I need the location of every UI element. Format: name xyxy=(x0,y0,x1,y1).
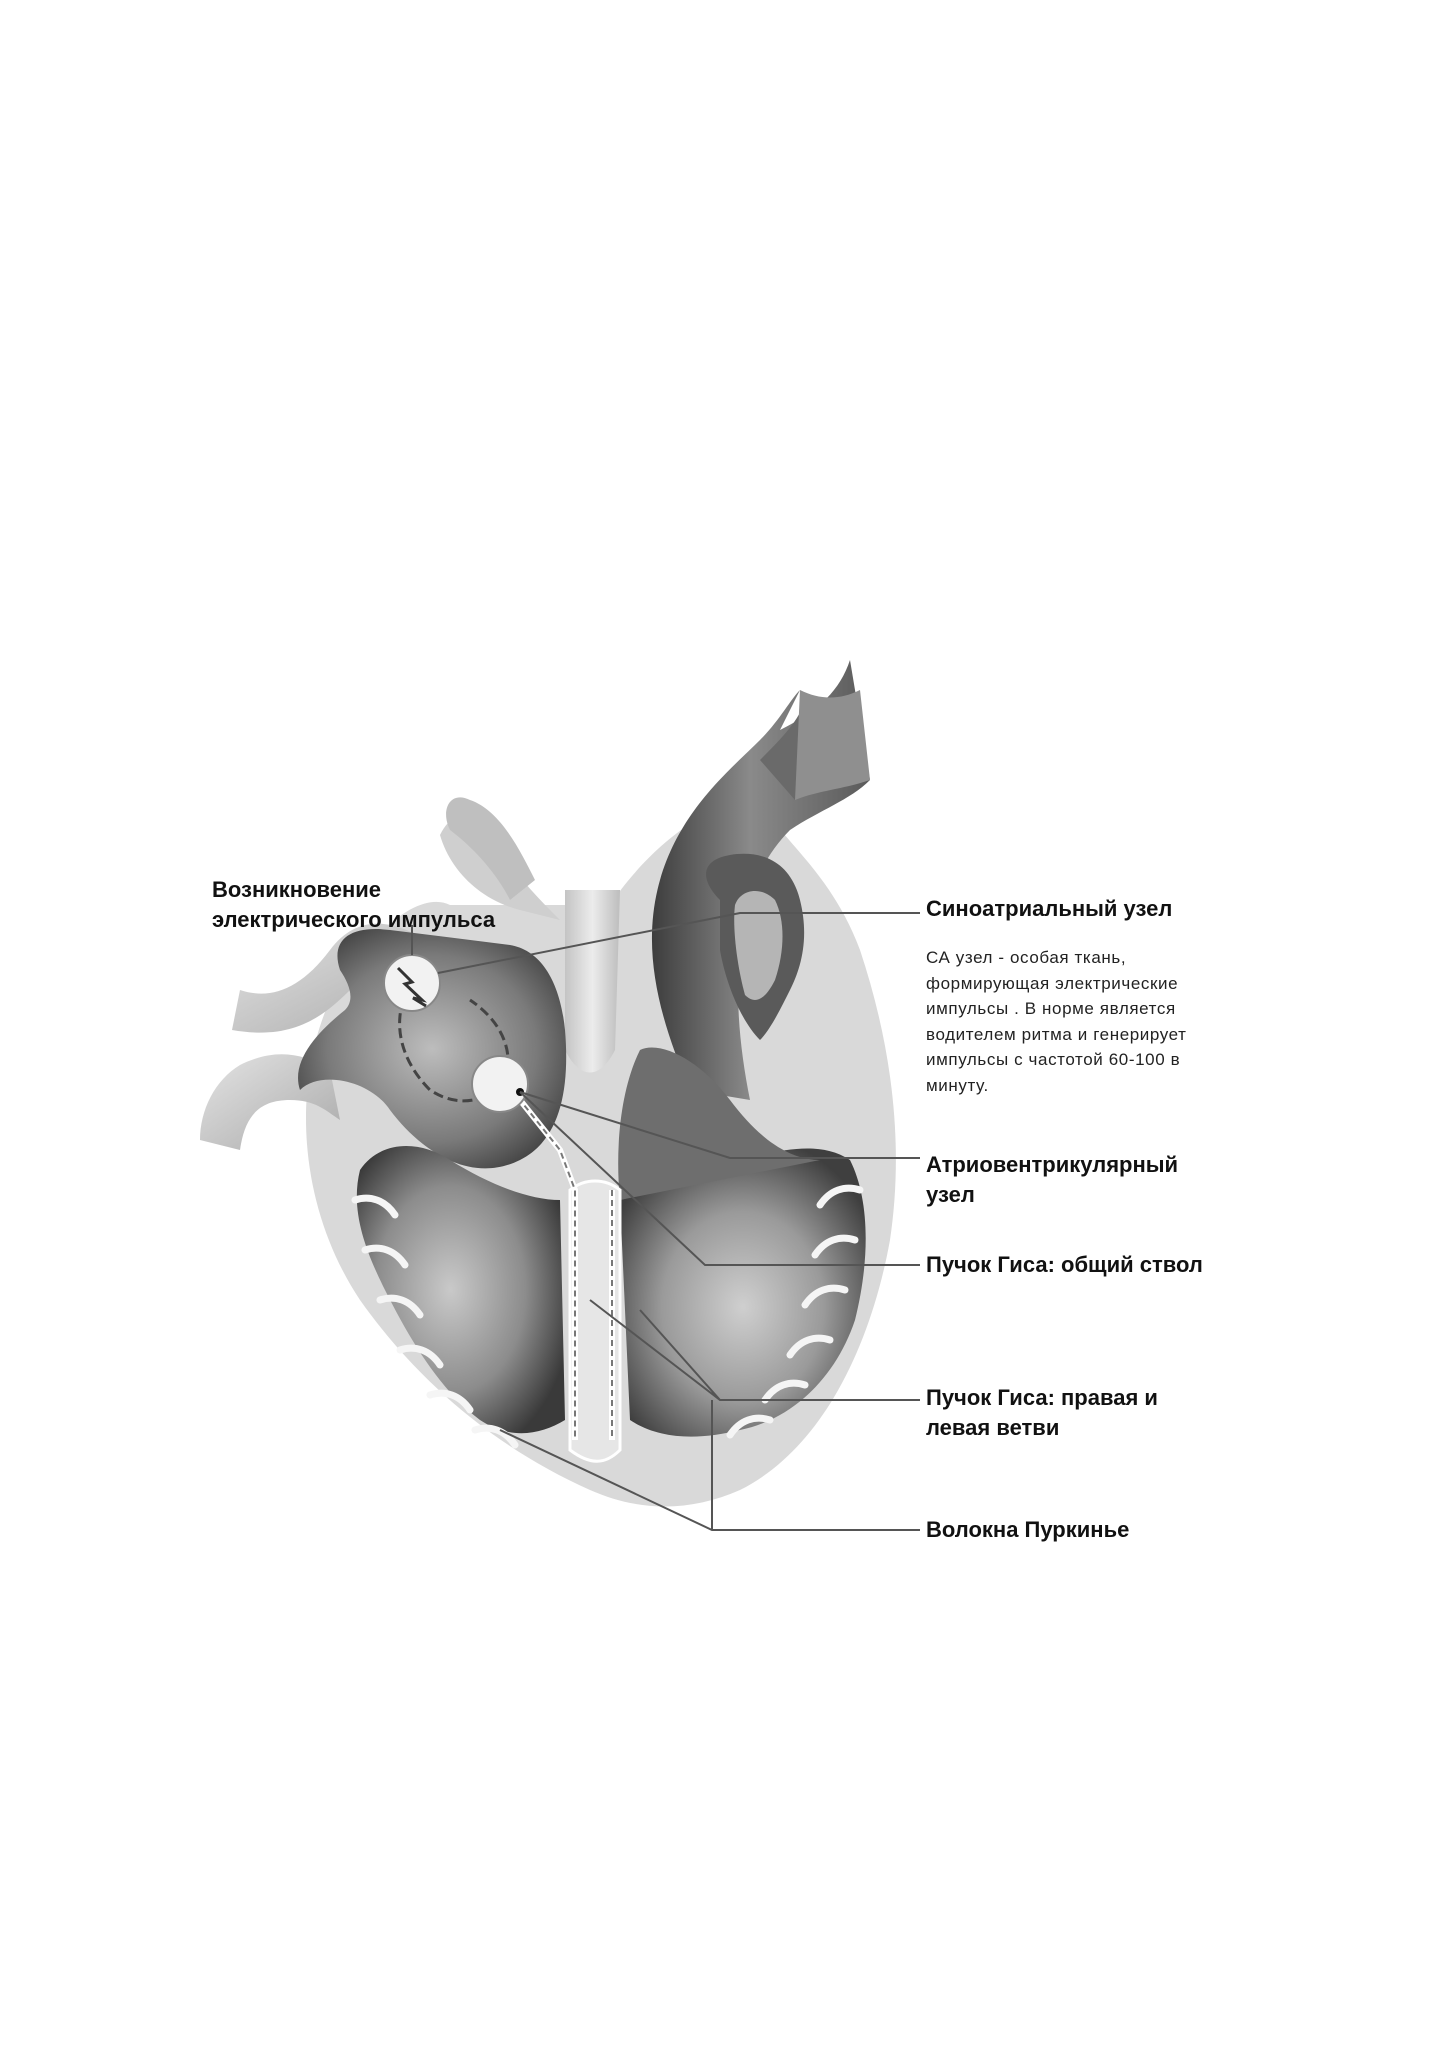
sa-node-description: СА узел - особая ткань, формирующая электрические импульсы . В норме является водителем ритма и генерирует импульсы с частотой 60-100 в минуту. xyxy=(926,948,1187,1095)
sa-node-marker xyxy=(384,955,440,1011)
circle-node-icon xyxy=(472,1056,528,1112)
av-node-label: Атриовентрикулярный узел xyxy=(926,1152,1179,1207)
vena-cava-light xyxy=(565,890,620,1073)
sa-node-label: Синоатриальный узел xyxy=(926,896,1173,921)
purkinje-fibers-label: Волокна Пуркинье xyxy=(926,1517,1130,1542)
his-bundle-branches-label: Пучок Гиса: правая и левая ветви xyxy=(926,1385,1158,1440)
his-bundle-trunk-label: Пучок Гиса: общий ствол xyxy=(926,1252,1203,1277)
impulse-origin-label: Возникновение электрического импульса xyxy=(212,877,496,932)
av-node-marker xyxy=(472,1056,528,1112)
